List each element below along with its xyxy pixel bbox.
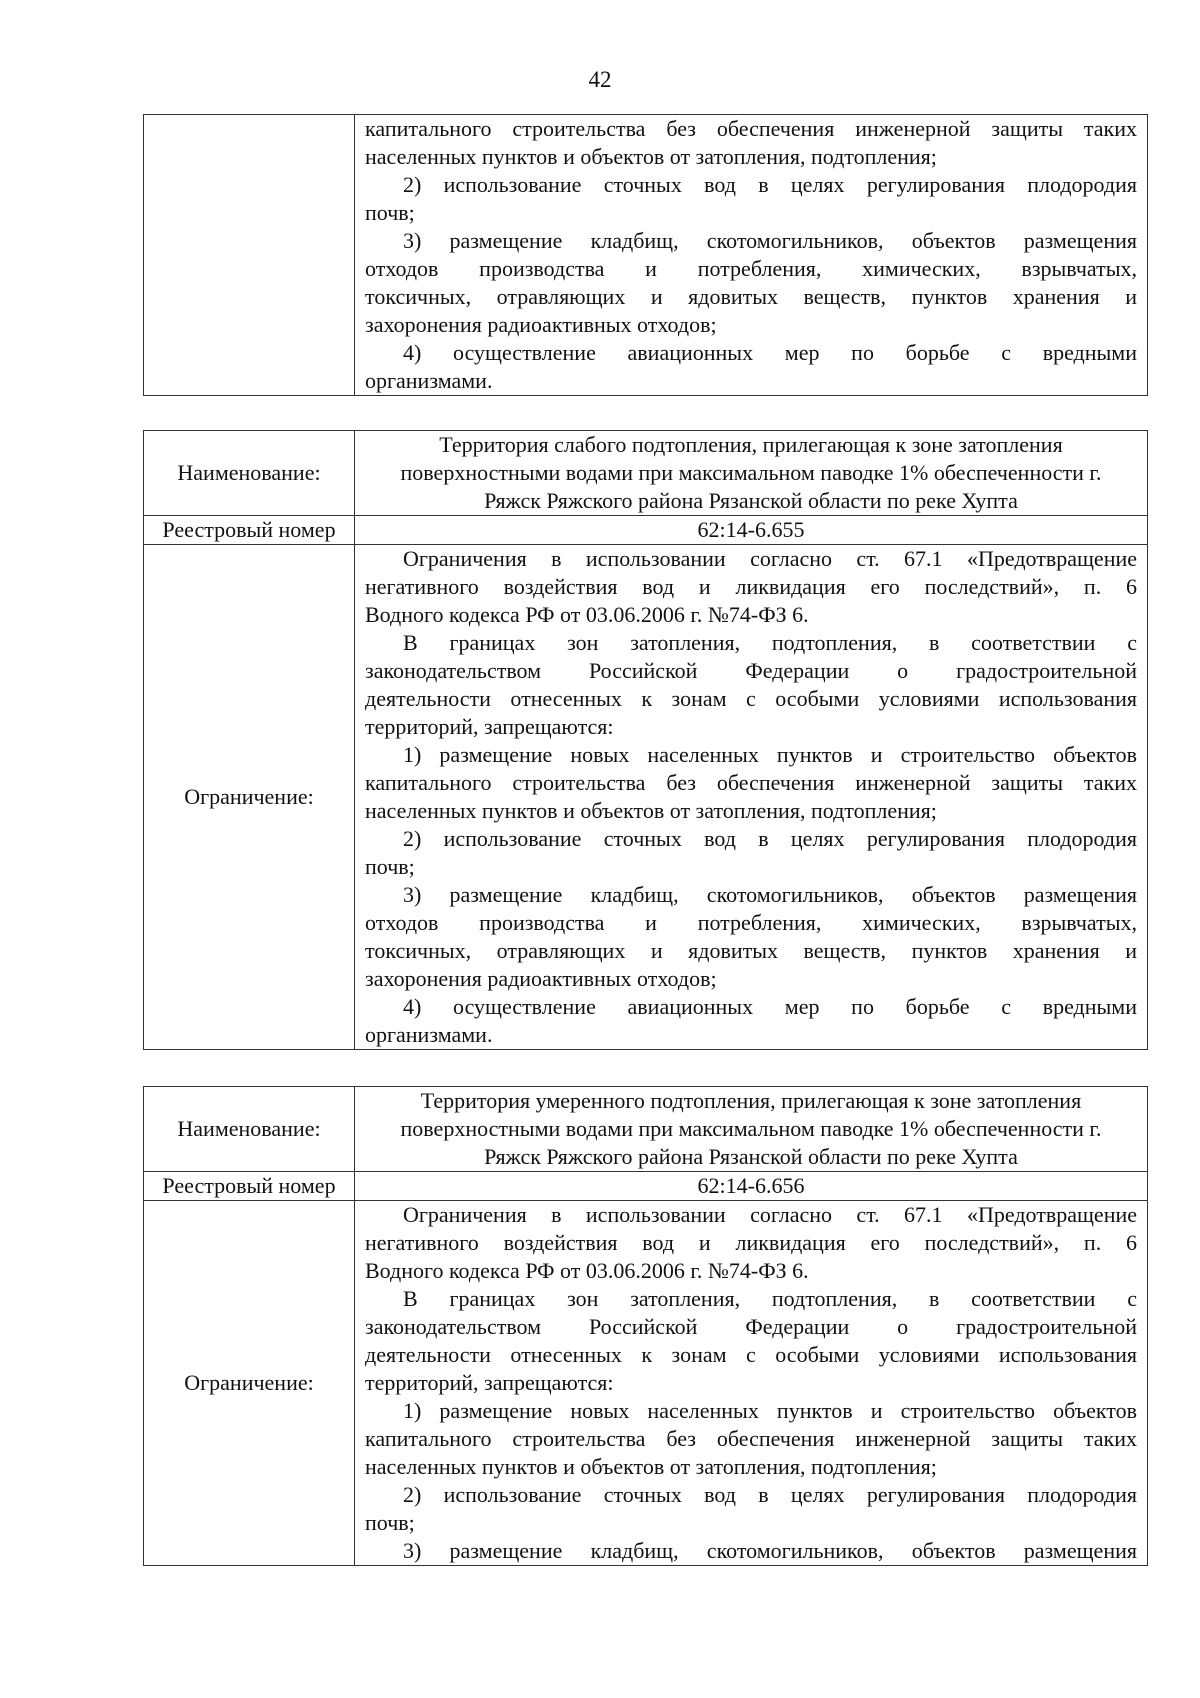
restriction-row [144,1201,1148,1566]
text-line: 4) осуществление авиационных мер по борьбе с вредными [403,340,1137,365]
text-line: отходов производства и потребления, химических, взрывчатых, [365,256,1137,281]
text-line: отходов производства и потребления, химических, взрывчатых, [365,910,1137,935]
continuation-row [144,115,1148,396]
empty-label-cell [144,115,355,396]
zone-name-line: Ряжск Ряжского района Рязанской области по реке Хупта [484,488,1018,513]
name-row [144,1087,1148,1172]
registry-label: Реестровый номер [144,516,355,545]
text-line: 2) использование сточных вод в целях регулирования плодородия [403,826,1137,851]
text-line: токсичных, отравляющих и ядовитых веществ, пунктов хранения и [365,938,1137,963]
name-row [144,431,1148,516]
text-line: населенных пунктов и объектов от затопления, подтопления; [365,144,937,169]
registry-number: 62:14-6.656 [355,1172,1148,1201]
zone-name-cell [355,1087,1148,1172]
zone-name-line: поверхностными водами при максимальном паводке 1% обеспеченности г. [400,1116,1102,1141]
text-line: почв; [365,200,415,225]
text-line: капитального строительства без обеспечения инженерной защиты таких [365,1426,1137,1451]
zone-table-moderate [143,1086,1148,1566]
text-line: почв; [365,854,415,879]
text-line: населенных пунктов и объектов от затопления, подтопления; [365,798,937,823]
text-line: 2) использование сточных вод в целях регулирования плодородия [403,172,1137,197]
text-line: 3) размещение кладбищ, скотомогильников, объектов размещения [403,882,1137,907]
continuation-table [143,114,1148,396]
text-line: негативного воздействия вод и ликвидация его последствий», п. 6 [365,574,1137,599]
text-line: территорий, запрещаются: [365,1370,614,1395]
registry-row [144,1172,1148,1201]
text-line: законодательством Российской Федерации о градостроительной [365,658,1137,683]
registry-number: 62:14-6.655 [355,516,1148,545]
text-line: захоронения радиоактивных отходов; [365,966,717,991]
text-line: капитального строительства без обеспечения инженерной защиты таких [365,770,1137,795]
text-line: 1) размещение новых населенных пунктов и строительство объектов [403,742,1137,767]
text-line: Водного кодекса РФ от 03.06.2006 г. №74-ФЗ 6. [365,1258,809,1283]
registry-label: Реестровый номер [144,1172,355,1201]
text-line: Ограничения в использовании согласно ст. 67.1 «Предотвращение [403,546,1137,571]
text-line: организмами. [365,1022,493,1047]
text-line: 3) размещение кладбищ, скотомогильников, объектов размещения [403,228,1137,253]
text-line: В границах зон затопления, подтопления, в соответствии с [403,630,1137,655]
text-line: 1) размещение новых населенных пунктов и строительство объектов [403,1398,1137,1423]
zone-name-line: Ряжск Ряжского района Рязанской области по реке Хупта [484,1144,1018,1169]
text-line: захоронения радиоактивных отходов; [365,312,717,337]
text-line: Водного кодекса РФ от 03.06.2006 г. №74-ФЗ 6. [365,602,809,627]
text-line: токсичных, отравляющих и ядовитых веществ, пунктов хранения и [365,284,1137,309]
zone-name-cell [355,431,1148,516]
restriction-text-cell [355,545,1148,1050]
zone-table-weak [143,430,1148,1050]
zone-name-line: Территория умеренного подтопления, прилегающая к зоне затопления [420,1088,1082,1113]
text-line: населенных пунктов и объектов от затопления, подтопления; [365,1454,937,1479]
text-line: В границах зон затопления, подтопления, в соответствии с [403,1286,1137,1311]
zone-name-line: поверхностными водами при максимальном паводке 1% обеспеченности г. [400,460,1102,485]
registry-row [144,516,1148,545]
continuation-text-cell [355,115,1148,396]
text-line: законодательством Российской Федерации о градостроительной [365,1314,1137,1339]
text-line: деятельности отнесенных к зонам с особыми условиями использования [365,1342,1137,1367]
name-label: Наименование: [144,431,355,516]
name-label: Наименование: [144,1087,355,1172]
text-line: Ограничения в использовании согласно ст. 67.1 «Предотвращение [403,1202,1137,1227]
restriction-label: Ограничение: [144,545,355,1050]
zone-name-line: Территория слабого подтопления, прилегающая к зоне затопления [439,432,1063,457]
text-line: организмами. [365,368,493,393]
text-line: почв; [365,1510,415,1535]
text-line: 3) размещение кладбищ, скотомогильников, объектов размещения [403,1538,1137,1563]
text-line: 4) осуществление авиационных мер по борьбе с вредными [403,994,1137,1019]
page-number: 42 [588,67,612,92]
text-line: территорий, запрещаются: [365,714,614,739]
restriction-row [144,545,1148,1050]
restriction-label: Ограничение: [144,1201,355,1566]
text-line: деятельности отнесенных к зонам с особыми условиями использования [365,686,1137,711]
restriction-text-cell [355,1201,1148,1566]
text-line: 2) использование сточных вод в целях регулирования плодородия [403,1482,1137,1507]
text-line: негативного воздействия вод и ликвидация его последствий», п. 6 [365,1230,1137,1255]
text-line: капитального строительства без обеспечения инженерной защиты таких [365,116,1137,141]
